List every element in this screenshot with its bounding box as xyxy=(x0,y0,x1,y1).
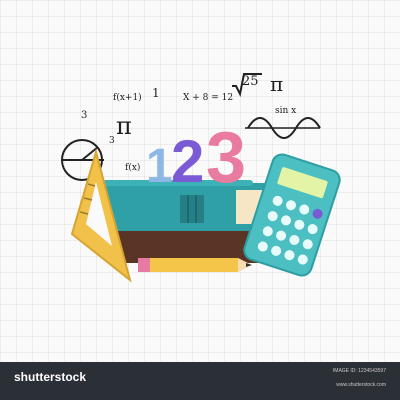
formula-f-x-plus-1: f(x+1) xyxy=(113,93,142,103)
formula-sqrt25: 25 xyxy=(242,74,259,89)
image-id-text: IMAGE ID: 1234543597 xyxy=(332,368,386,374)
big-number-two: 2 xyxy=(171,128,205,195)
formula-x-plus-8: X + 8 = 12 xyxy=(183,93,234,103)
website-text: www.shutterstock.com xyxy=(336,382,386,388)
pencil xyxy=(138,258,252,272)
formula-one-small: 1 xyxy=(152,86,160,100)
big-number-one: 1 xyxy=(146,140,173,193)
shutterstock-logo: shutterstock xyxy=(14,370,87,384)
formula-fx: f(x) xyxy=(125,163,141,173)
formula-sin-x: sin x xyxy=(275,106,297,116)
big-number-three: 3 xyxy=(206,118,247,198)
formula-three-left: 3 xyxy=(109,136,115,146)
shutterstock-footer xyxy=(0,362,400,400)
calculator xyxy=(242,152,343,278)
formula-three-small: 3 xyxy=(81,110,88,121)
sine-wave-icon xyxy=(245,118,320,138)
formula-pi-right: π xyxy=(270,72,284,96)
formula-pi-left: π xyxy=(116,112,132,140)
